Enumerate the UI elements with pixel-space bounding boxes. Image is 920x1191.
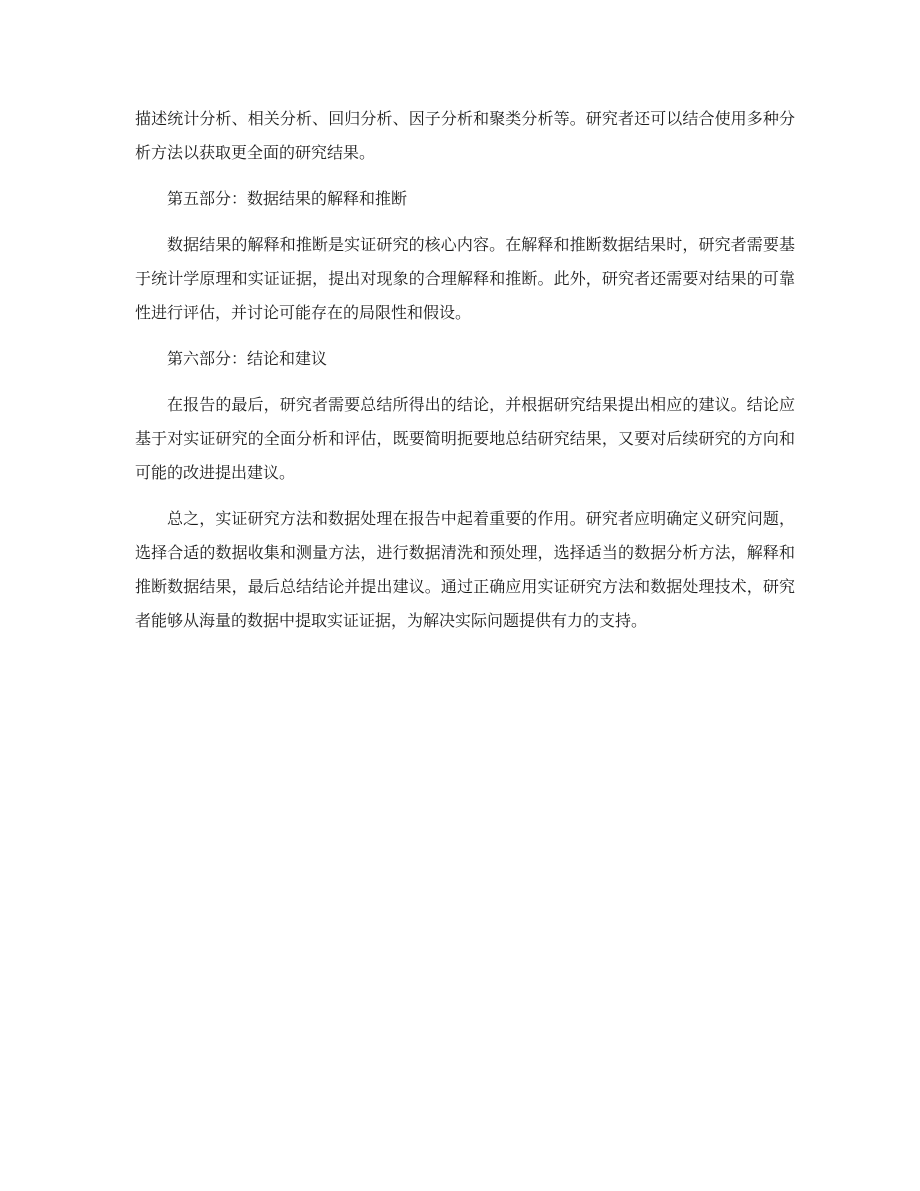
section-heading-part-five: 第五部分：数据结果的解释和推断	[167, 189, 408, 208]
document-body	[135, 102, 795, 650]
paragraph-conclusion-advice: 在报告的最后，研究者需要总结所得出的结论，并根据研究结果提出相应的建议。结论应基于对实证研究的全面分析和评估，既要简明扼要地总结研究结果，又要对后续研究的方向和可能的改进提出建议。	[135, 395, 795, 482]
section-heading-part-six: 第六部分：结论和建议	[167, 349, 328, 368]
paragraph-continued-analysis-methods: 描述统计分析、相关分析、回归分析、因子分析和聚类分析等。研究者还可以结合使用多种分析方法以获取更全面的研究结果。	[135, 109, 795, 162]
paragraph-summary: 总之，实证研究方法和数据处理在报告中起着重要的作用。研究者应明确定义研究问题，选择合适的数据收集和测量方法，进行数据清洗和预处理，选择适当的数据分析方法，解释和推断数据结果，最后总结结论并提出建议。通过正确应用实证研究方法和数据处理技术，研究者能够从海量的数据中提取实证证据，为解决实际问题提供有力的支持。	[135, 509, 795, 630]
paragraph-interpretation: 数据结果的解释和推断是实证研究的核心内容。在解释和推断数据结果时，研究者需要基于统计学原理和实证证据，提出对现象的合理解释和推断。此外，研究者还需要对结果的可靠性进行评估，并讨论可能存在的局限性和假设。	[135, 235, 795, 322]
